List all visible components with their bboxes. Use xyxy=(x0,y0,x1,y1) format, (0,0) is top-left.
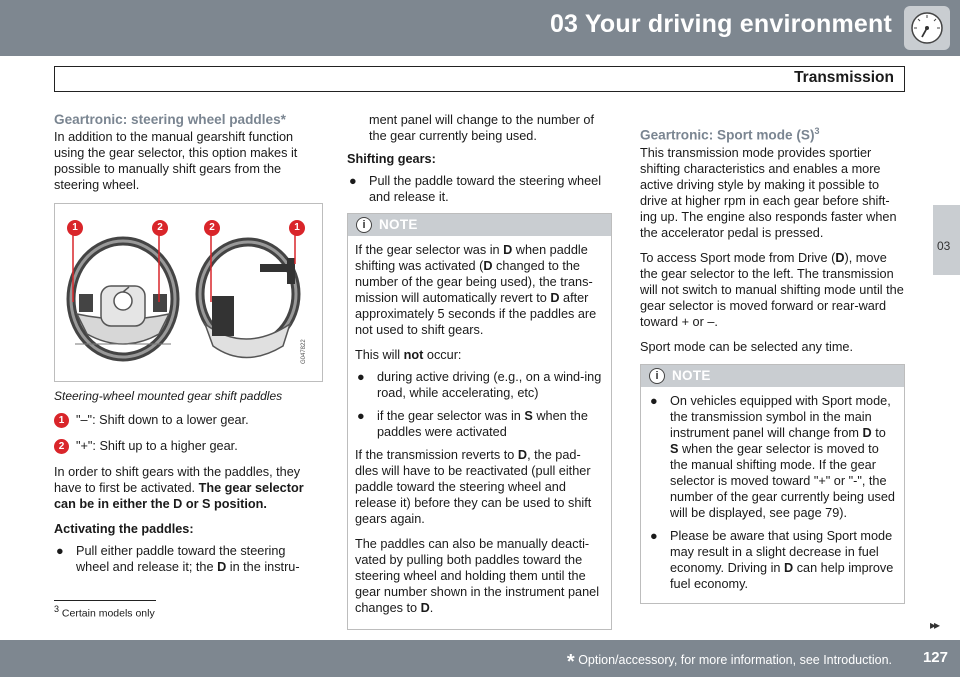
steering-wheel-illustration xyxy=(54,203,323,382)
paddles-heading: Geartronic: steering wheel paddles* xyxy=(54,112,286,127)
column-1 xyxy=(54,112,322,582)
bullet-icon: ● xyxy=(56,544,64,558)
bold-text-run: The gear selector can be in either the D or S position. xyxy=(54,481,304,511)
note-label: NOTE xyxy=(672,367,711,383)
footnote-text: Certain models only xyxy=(59,607,155,620)
speedometer-icon xyxy=(904,6,950,50)
text-run: occur: xyxy=(423,348,462,362)
list-item-text: "+": Shift up to a higher gear. xyxy=(76,439,238,453)
text-run: If the transmission reverts to xyxy=(355,448,518,462)
sport-mode-paragraph xyxy=(640,250,905,330)
list-item xyxy=(648,393,896,521)
figure-marker-1: 1 xyxy=(67,220,83,236)
note-paragraph xyxy=(355,447,603,527)
bullet-icon: ● xyxy=(349,174,357,188)
figure-marker-2: 2 xyxy=(204,220,220,236)
text-run: can help improve fuel economy. xyxy=(670,560,894,591)
text-run: when the paddles were activated xyxy=(377,409,588,439)
figure-code: G047822 xyxy=(301,339,307,364)
note-header xyxy=(348,214,611,236)
paddles-intro: In addition to the manual gearshift function using the gear selector, this option makes it possible to manually shift gears from the steering wheel. xyxy=(54,130,298,192)
list-item-text: Pull the paddle toward the steering wheel and release it. xyxy=(369,174,602,204)
note-label: NOTE xyxy=(379,217,418,232)
bullet-icon: ● xyxy=(650,528,658,543)
text-run: changed to the number of the gear being used), the trans-mission will automatically revert to xyxy=(355,259,593,305)
chapter-title: 03 Your driving environment xyxy=(549,10,892,38)
list-item xyxy=(648,528,896,592)
bold-text-run: S xyxy=(670,441,679,456)
note-header xyxy=(641,365,904,387)
text-run: To access Sport mode from Drive ( xyxy=(640,250,836,265)
text-run: if the gear selector was in xyxy=(377,409,525,423)
text-run: On vehicles equipped with Sport mode, the transmission symbol in the main instrument panel will change from xyxy=(670,393,891,440)
steering-wheel-drawing xyxy=(55,204,322,381)
list-item xyxy=(355,369,603,401)
footnote-divider xyxy=(54,600,156,601)
figure-marker-2: 2 xyxy=(152,220,168,236)
text-run: when paddle shifting was activated ( xyxy=(355,243,588,273)
footnote xyxy=(54,604,155,620)
info-icon: i xyxy=(356,217,372,233)
note-paragraph xyxy=(355,347,603,363)
bold-text-run: D xyxy=(550,291,560,305)
section-header xyxy=(54,66,905,92)
bold-text-run: D xyxy=(835,250,845,265)
section-title: Transmission xyxy=(794,69,894,86)
callout-marker: 2 xyxy=(54,439,69,454)
activating-heading: Activating the paddles: xyxy=(54,522,194,536)
bold-text-run: D xyxy=(503,243,513,257)
footer-bar xyxy=(0,640,960,677)
note-box xyxy=(347,213,612,630)
bullet-icon: ● xyxy=(357,409,365,423)
bullet-icon: ● xyxy=(357,370,365,384)
sport-mode-heading xyxy=(640,123,905,144)
activation-paragraph xyxy=(54,464,322,512)
text-run: when the gear selector is moved to the manual shifting mode. If the gear selector is moved toward "+" or "-", the number of the gear currently being used will be displayed, see page 79). xyxy=(670,441,895,520)
chapter-header-bar xyxy=(0,0,960,56)
next-page-arrows-icon[interactable]: ▸▸ xyxy=(929,618,938,632)
text-run: ), move the gear selector to the left. The transmission will not switch to manual shifting mode until the gear selector is moved forward or rear-ward toward + or –. xyxy=(640,250,904,329)
continued-text: ment panel will change to the number of the gear currently being used. xyxy=(369,113,594,143)
text-run: Please be aware that using Sport mode may result in a slight decrease in fuel economy. Driving in xyxy=(670,528,893,575)
bold-text-run: D xyxy=(862,425,872,440)
bold-text-run: D xyxy=(483,259,493,273)
sport-mode-paragraph: This transmission mode provides sportier shifting characteristics and enables a more active driving style by making it possible to drive at higher rpm in each gear before shift-ing up. The engine also responds faster when the accelerator pedal is pressed. xyxy=(640,145,897,240)
figure-caption: Steering-wheel mounted gear shift paddles xyxy=(54,389,283,403)
text-run: If the gear selector was in xyxy=(355,243,504,257)
text-run: Pull either paddle toward the steering wheel and release it; the xyxy=(76,544,286,574)
list-item xyxy=(347,173,612,205)
list-item xyxy=(54,412,322,428)
text-run: In order to shift gears with the paddles, they have to first be activated. xyxy=(54,465,301,495)
text-run: , the pad-dles will have to be reactivated (pull either paddle toward the steering wheel and release it) before they can be used to shift gears again. xyxy=(355,448,592,526)
sport-mode-paragraph: Sport mode can be selected any time. xyxy=(640,339,853,354)
text-run: This will xyxy=(355,348,404,362)
figure-marker-1: 1 xyxy=(289,220,305,236)
bold-text-run: D xyxy=(517,448,528,462)
chapter-tab-label: 03 xyxy=(937,239,951,253)
chapter-tab[interactable] xyxy=(933,205,960,275)
list-item-text: "–": Shift down to a lower gear. xyxy=(76,413,249,427)
footnote-ref[interactable]: 3 xyxy=(814,126,820,136)
footer-note xyxy=(567,651,892,674)
text-run: after approximately 5 seconds if the paddles are not used to shift gears. xyxy=(355,291,597,337)
column-2 xyxy=(347,112,612,630)
note-paragraph xyxy=(355,242,603,338)
bullet-icon: ● xyxy=(650,393,658,408)
column-3 xyxy=(640,123,905,604)
note-body xyxy=(348,236,611,629)
footer-note-text: Option/accessory, for more information, see Introduction. xyxy=(574,653,892,667)
text-run: in the instru- xyxy=(226,560,300,574)
asterisk-text: * xyxy=(566,651,575,673)
text-run: to xyxy=(871,425,886,440)
info-icon: i xyxy=(649,368,665,384)
note-paragraph xyxy=(355,536,603,616)
shifting-heading: Shifting gears: xyxy=(347,152,436,166)
text-run: The paddles can also be manually deacti-vated by pulling both paddles toward the steering wheel and holding them until the gear number shown in the instrument panel changes to xyxy=(355,537,600,615)
heading-text: Geartronic: Sport mode (S) xyxy=(640,127,815,143)
callout-marker: 1 xyxy=(54,413,69,428)
note-box xyxy=(640,364,905,604)
list-item xyxy=(54,543,322,575)
list-item-text: during active driving (e.g., on a wind-ing road, while accelerating, etc) xyxy=(377,370,602,400)
bold-text-run: D xyxy=(784,560,794,575)
bold-text-run: not xyxy=(403,348,424,362)
list-item xyxy=(355,408,603,440)
text-run: . xyxy=(429,601,434,615)
bold-text-run: D xyxy=(217,560,227,574)
bold-text-run: S xyxy=(524,409,533,423)
footnote-number: 3 xyxy=(54,604,60,614)
list-item xyxy=(54,438,322,454)
page-number: 127 xyxy=(922,649,948,666)
bold-text-run: D xyxy=(420,601,430,615)
note-body xyxy=(641,387,904,603)
